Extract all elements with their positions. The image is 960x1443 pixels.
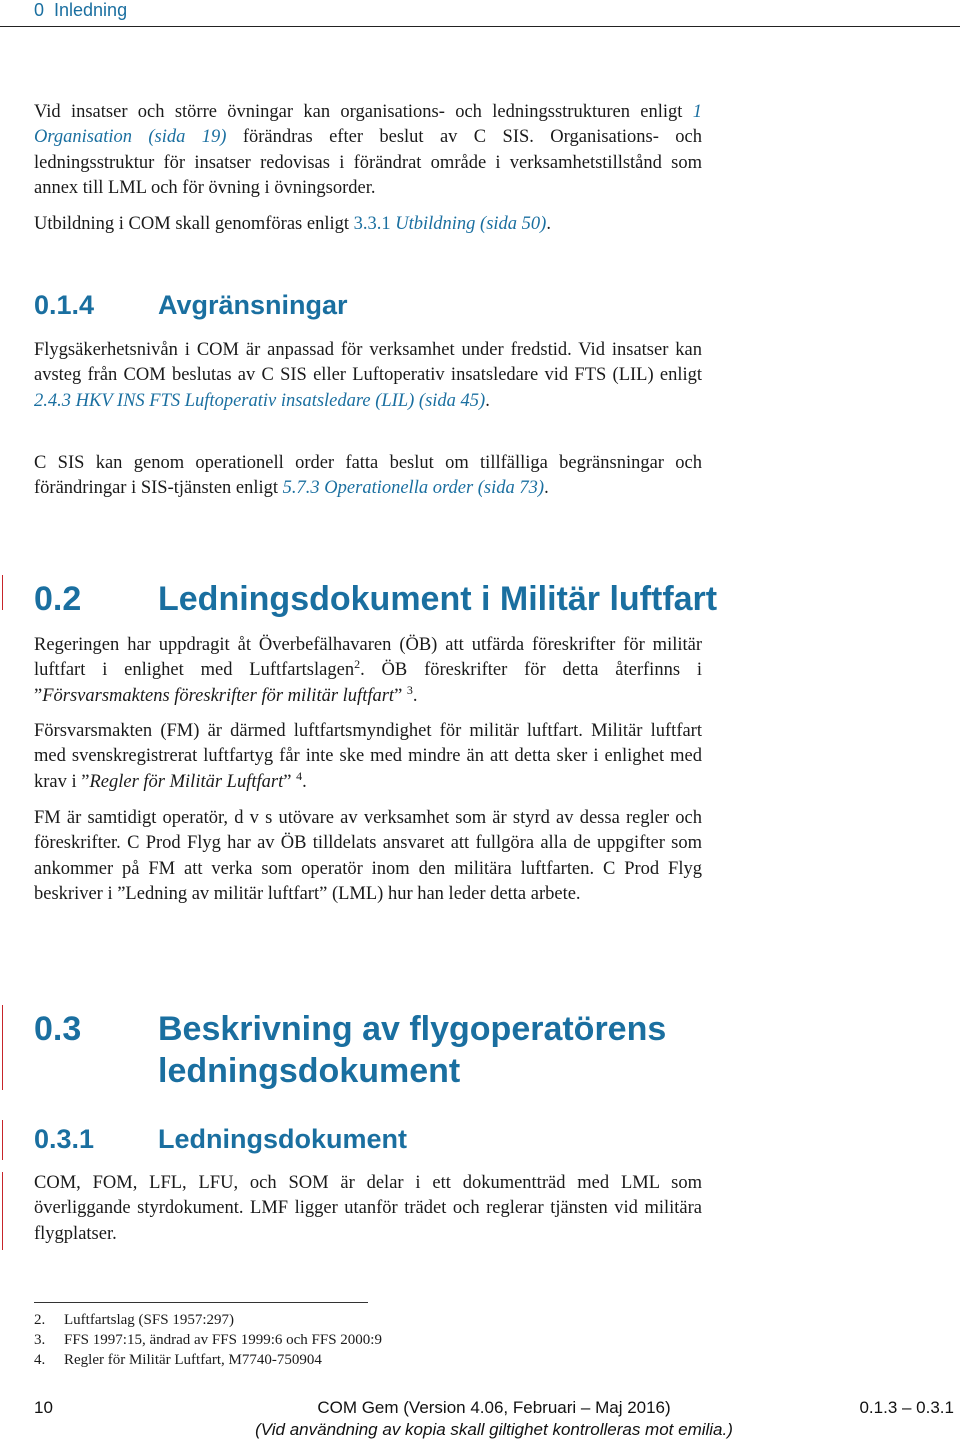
- header-rule: [0, 26, 960, 27]
- section-number: 0.3.1: [34, 1124, 95, 1154]
- footnote-marker[interactable]: 3: [406, 682, 413, 697]
- section-number: 0.2: [34, 580, 82, 618]
- footnote-marker[interactable]: 2: [354, 657, 361, 672]
- page-number: 10: [34, 1398, 53, 1417]
- change-bar: [2, 1005, 3, 1090]
- footnote-rule: [34, 1302, 368, 1303]
- footnote-item: 3. FFS 1997:15, ändrad av FFS 1999:6 och FFS 2000:9: [34, 1332, 382, 1348]
- intro-paragraph-2: Utbildning i COM skall genomföras enligt 3.3.1 Utbildning (sida 50).: [34, 214, 551, 234]
- section-0-3-1-paragraph-1: COM, FOM, LFL, LFU, och SOM är delar i ett dokumentträd med LML som överliggande styrdokument. LMF ligger utanför trädet och reglerar tjänsten vid militära flygplatser.: [34, 1173, 702, 1244]
- running-header: [34, 0, 127, 21]
- intro-paragraph-1: Vid insatser och större övningar kan organisations- och ledningsstrukturen enligt 1 Organisation (sida 19) förändras efter beslut av C SIS. Organisations- och ledningsstruktur för insatser redovisas i förändrat område i verksamhetstillstånd som annex till LML och för övning i övningsorder.: [34, 102, 702, 199]
- footnote-marker[interactable]: 4: [296, 768, 303, 783]
- change-bar: [2, 575, 3, 610]
- cross-reference-number[interactable]: 3.3.1: [353, 214, 391, 234]
- cross-reference-link[interactable]: Utbildning (sida 50): [390, 214, 547, 234]
- section-number: 0.3: [34, 1010, 82, 1048]
- footnote-item: 2. Luftfartslag (SFS 1957:297): [34, 1312, 234, 1328]
- section-0-2-paragraph-1: Regeringen har uppdragit åt Överbefälhavaren (ÖB) att utfärda föreskrifter för militär luftfart i enlighet med Luftfartslagen$^2$. ÖB föreskrifter för detta återfinns i ”Försvarsmaktens föreskrifter för militär luftfart” $^3$.: [34, 635, 702, 706]
- document-version: COM Gem (Version 4.06, Februari – Maj 2016): [317, 1398, 671, 1417]
- section-range: 0.1.3 – 0.3.1: [859, 1398, 954, 1417]
- section-0-2-paragraph-3: FM är samtidigt operatör, d v s utövare av verksamhet som är styrd av dessa regler och föreskrifter. C Prod Flyg har av ÖB tilldelats ansvaret att fullgöra alla de uppgifter som ankommer på FM att verka som operatör inom den militära luftfarten. C Prod Flyg beskriver i ”Ledning av militär luftfart” (LML) hur han leder detta arbete.: [34, 808, 702, 905]
- section-title: Ledningsdokument i Militär luftfart: [158, 580, 718, 618]
- section-heading-0-3: [34, 1008, 666, 1092]
- footnote-item: 4. Regler för Militär Luftfart, M7740-750904: [34, 1352, 322, 1368]
- change-bar: [2, 1120, 3, 1160]
- footnote-list: [34, 1310, 382, 1370]
- change-bar: [2, 1172, 3, 1250]
- section-title: Ledningsdokument: [158, 1124, 407, 1154]
- chapter-title: Inledning: [54, 0, 128, 20]
- cross-reference-link[interactable]: 2.4.3 HKV INS FTS Luftoperativ insatsledare (LIL) (sida 45): [34, 390, 486, 411]
- cross-reference-link[interactable]: 1 Organisation (sida 19): [34, 102, 702, 148]
- section-heading-0-1-4: [34, 290, 348, 321]
- chapter-number: 0: [34, 0, 45, 20]
- validity-note: (Vid användning av kopia skall giltighet kontrolleras mot emilia.): [255, 1420, 733, 1439]
- section-0-2-paragraph-2: Försvarsmakten (FM) är därmed luftfartsmyndighet för militär luftfart. Militär luftfart med svenskregistrerat luftfartyg får inte ske med mindre än att detta sker i enlighet med krav i ”Regler för Militär Luftfart” $^4$.: [34, 721, 702, 792]
- section-number: 0.1.4: [34, 290, 95, 320]
- section-0-1-4-paragraph-1: Flygsäkerhetsnivån i COM är anpassad för verksamhet under fredstid. Vid insatser kan avsteg från COM beslutas av C SIS eller Luftoperativ insatsledare vid FTS (LIL) enligt 2.4.3 HKV INS FTS Luftoperativ insatsledare (LIL) (sida 45).: [34, 340, 702, 411]
- cross-reference-link[interactable]: 5.7.3 Operationella order (sida 73): [282, 478, 545, 499]
- section-title: Avgränsningar: [158, 290, 348, 320]
- section-heading-0-2: [34, 578, 717, 620]
- section-title: Beskrivning av flygoperatörens ledningsdokument: [158, 1010, 667, 1090]
- section-heading-0-3-1: [34, 1124, 407, 1155]
- section-0-1-4-paragraph-2: C SIS kan genom operationell order fatta beslut om tillfälliga begränsningar och förändringar i SIS-tjänsten enligt 5.7.3 Operationella order (sida 73).: [34, 453, 702, 499]
